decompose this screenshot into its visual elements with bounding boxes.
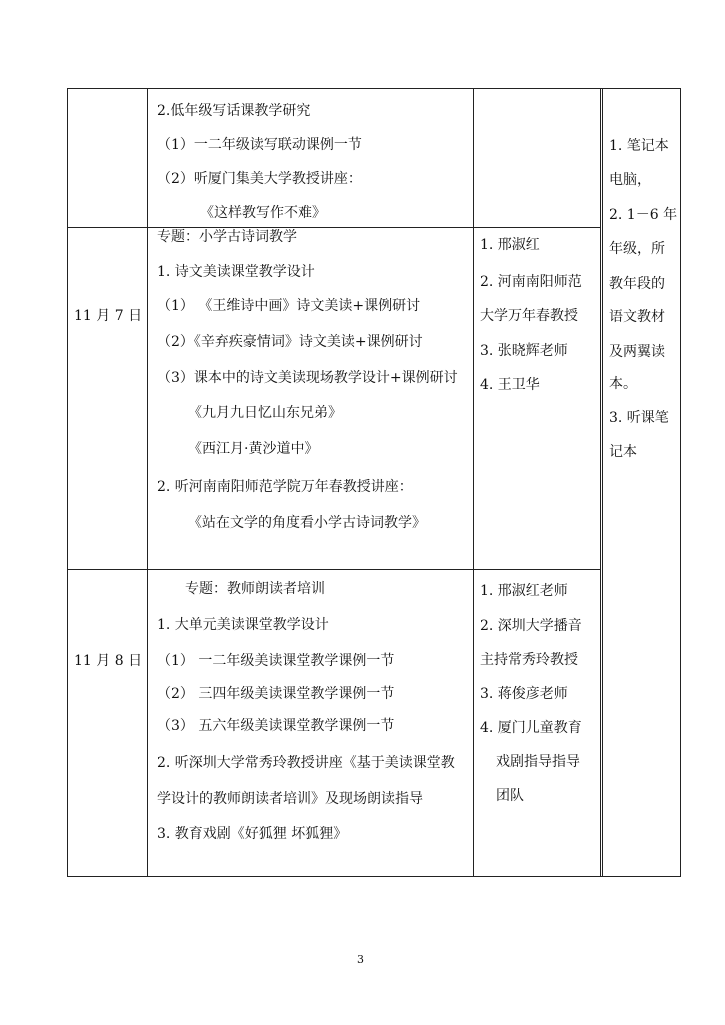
column-divider-content — [473, 88, 474, 877]
row3-instructor-4b: 戏剧指导指导 — [496, 754, 580, 770]
table-border-bottom — [67, 876, 681, 877]
row2-content-line5: （3）课本中的诗文美读现场教学设计+课例研讨 — [157, 370, 458, 386]
row1-content-line3: （2）听厦门集美大学教授讲座： — [157, 171, 362, 187]
row3-instructor-1: 1. 邢淑红老师 — [480, 583, 568, 599]
row2-date: 11 月 7 日 — [74, 308, 143, 324]
materials-line7: 及两翼读 — [609, 344, 665, 360]
materials-line9: 3. 听课笔 — [609, 410, 669, 426]
materials-line4: 年级，所 — [609, 241, 665, 257]
row2-instructor-2b: 大学万年春教授 — [480, 308, 578, 324]
row3-content-line7: 学设计的教师朗读者培训》及现场朗读指导 — [157, 791, 423, 807]
row2-content-line3: （1） 《王维诗中画》诗文美读+课例研讨 — [157, 298, 421, 314]
column-divider-instructors-outer — [600, 88, 601, 877]
table-border-right — [680, 88, 681, 877]
row3-content-line6: 2. 听深圳大学常秀玲教授讲座《基于美读课堂教 — [157, 755, 455, 771]
row2-content-line7: 《西江月·黄沙道中》 — [188, 441, 319, 457]
row2-content-line9: 《站在文学的角度看小学古诗词教学》 — [188, 515, 426, 531]
row2-content-line6: 《九月九日忆山东兄弟》 — [188, 405, 342, 421]
materials-line1: 1. 笔记本 — [609, 138, 669, 154]
row3-instructor-3: 3. 蒋俊彦老师 — [480, 686, 568, 702]
row2-content-line1: 专题：小学古诗词教学 — [157, 229, 297, 245]
row2-instructor-4: 4. 王卫华 — [480, 377, 540, 393]
column-divider-date — [147, 88, 148, 877]
materials-line6: 语文教材 — [609, 309, 665, 325]
table-border-left — [67, 88, 68, 877]
row-divider-2 — [67, 569, 601, 570]
materials-line3: 2. 1－6 年 — [609, 207, 678, 223]
row2-content-line8: 2. 听河南南阳师范学院万年春教授讲座： — [157, 479, 413, 495]
row3-instructor-4: 4. 厦门儿童教育 — [480, 720, 582, 736]
row2-content-line2: 1. 诗文美读课堂教学设计 — [157, 264, 315, 280]
materials-line8: 本。 — [609, 376, 637, 392]
page-number: 3 — [357, 953, 364, 966]
row1-content-line4: 《这样教写作不难》 — [200, 205, 326, 221]
row3-instructor-2: 2. 深圳大学播音 — [480, 618, 582, 634]
materials-line10: 记本 — [609, 444, 637, 460]
row3-content-line5: （3） 五六年级美读课堂教学课例一节 — [157, 718, 395, 734]
row3-date: 11 月 8 日 — [74, 653, 143, 669]
table-border-top — [67, 88, 681, 89]
row3-content-line1: 专题：教师朗读者培训 — [185, 581, 325, 597]
row3-content-line4: （2） 三四年级美读课堂教学课例一节 — [157, 686, 395, 702]
row1-content-line1: 2.低年级写话课教学研究 — [157, 103, 311, 119]
row2-instructor-1: 1. 邢淑红 — [480, 237, 540, 253]
row2-instructor-2: 2. 河南南阳师范 — [480, 274, 582, 290]
row3-content-line8: 3. 教育戏剧《好狐狸 坏狐狸》 — [157, 826, 348, 842]
row2-instructor-3: 3. 张晓辉老师 — [480, 343, 568, 359]
row3-instructor-4c: 团队 — [496, 788, 524, 804]
column-divider-instructors-inner — [602, 88, 603, 877]
materials-line2: 电脑， — [609, 172, 651, 188]
row3-content-line2: 1. 大单元美读课堂教学设计 — [157, 617, 329, 633]
row1-content-line2: （1）一二年级读写联动课例一节 — [157, 137, 362, 153]
row3-instructor-2b: 主持常秀玲教授 — [480, 652, 578, 668]
row3-content-line3: （1） 一二年级美读课堂教学课例一节 — [157, 653, 395, 669]
row-divider-1 — [67, 227, 601, 228]
materials-line5: 教年段的 — [609, 276, 665, 292]
row2-content-line4: （2）《辛弃疾豪情词》诗文美读+课例研讨 — [157, 334, 423, 350]
